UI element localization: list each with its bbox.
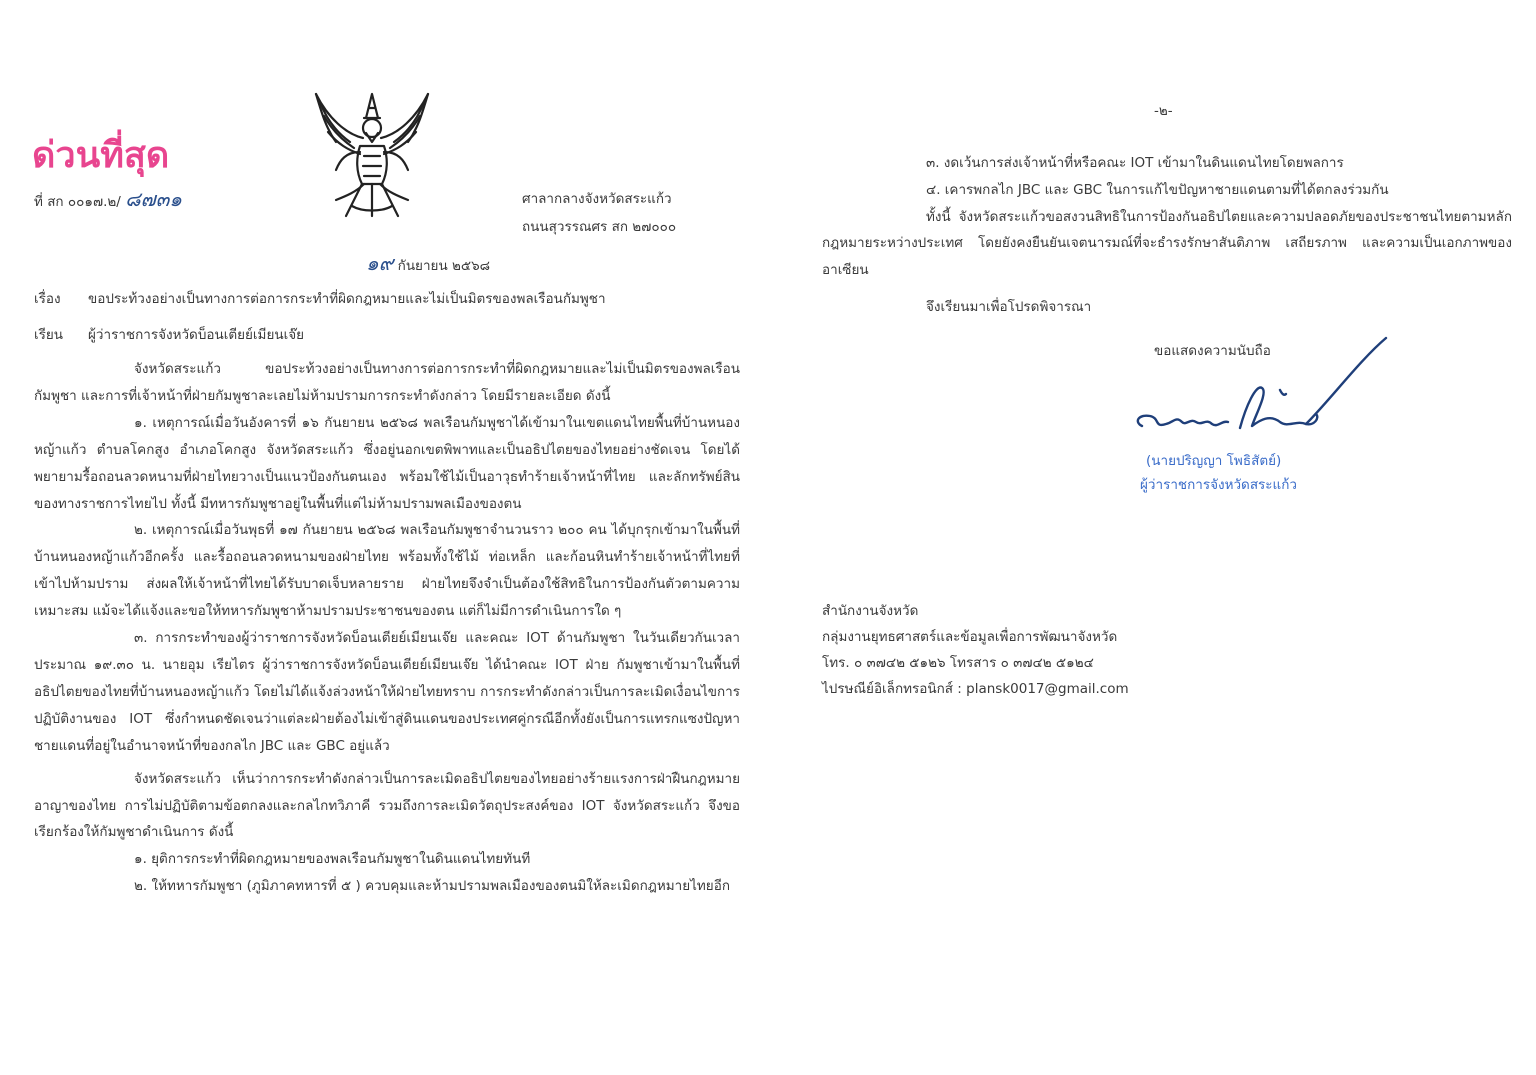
reference-number-line bbox=[34, 186, 182, 216]
body-paragraph: ๑. ยุติการกระทำที่ผิดกฎหมายของพลเรือนกัมพูชาในดินแดนไทยทันที bbox=[134, 851, 531, 868]
salutation-recipient: ผู้ว่าราชการจังหวัดบ็อนเตียย์เมียนเจ๊ย bbox=[88, 327, 305, 343]
closing-phrase: ขอแสดงความนับถือ bbox=[1154, 343, 1271, 359]
footer-group: กลุ่มงานยุทธศาสตร์และข้อมูลเพื่อการพัฒนาจังหวัด bbox=[822, 629, 1118, 645]
footer-phone: โทร. ๐ ๓๗๔๒ ๕๑๒๖ โทรสาร ๐ ๓๗๔๒ ๕๑๒๔ bbox=[822, 655, 1094, 671]
sender-address: ถนนสุวรรณศร สก ๒๗๐๐๐ bbox=[522, 219, 677, 235]
body-paragraph: จังหวัดสระแก้ว เห็นว่าการกระทำดังกล่าวเป็นการละเมิดอธิปไตยของไทยอย่างร้ายแรงการฝ่าฝืนกฎหมายอาญาของไทย การไม่ปฏิบัติตามข้อตกลงและกลไกทวิภาคี รวมถึงการละเมิดวัตถุประสงค์ของ IOT จังหวัดสระแก้ว จึงขอเรียกร้องให้กัมพูชาดำเนินการ ดังนี้ bbox=[34, 770, 740, 841]
body-paragraph: ๑. เหตุการณ์เมื่อวันอังคารที่ ๑๖ กันยายน ๒๕๖๘ พลเรือนกัมพูชาได้เข้ามาในเขตแดนไทยพื้นที่บ้านหนองหญ้าแก้ว ตำบลโคกสูง อำเภอโคกสูง จังหวัดสระแก้ว ซึ่งอยู่นอกเขตพิพาทและเป็นอธิปไตยของไทยอย่างชัดเจน โดยได้พยายามรื้อถอนลวดหนามที่ฝ่ายไทยวางเป็นแนวป้องกันตนเอง พร้อมใช้ไม้เป็นอาวุธทำร้ายเจ้าหน้าที่ไทย และลักทรัพย์สินของทางราชการไทยไป ทั้งนี้ มีทหารกัมพูชาอยู่ในพื้นที่แต่ไม่ห้ามปรามพลเมืองของตน bbox=[34, 414, 740, 512]
salutation-label: เรียน bbox=[34, 327, 64, 343]
page-number: -๒- bbox=[1154, 103, 1173, 119]
letter-date bbox=[366, 250, 490, 280]
body-paragraph: ๓. การกระทำของผู้ว่าราชการจังหวัดบ็อนเตียย์เมียนเจ๊ย และคณะ IOT ด้านกัมพูชา ในวันเดียวกันเวลาประมาณ ๑๙.๓๐ น. นายอุม เรียไตร ผู้ว่าราชการจังหวัดบ็อนเตียย์เมียนเจ๊ย ได้นำคณะ IOT ฝ่าย กัมพูชาเข้ามาในพื้นที่อธิปไตยของไทยที่บ้านหนองหญ้าแก้ว โดยไม่ได้แจ้งล่วงหน้าให้ฝ่ายไทยทราบ การกระทำดังกล่าวเป็นการละเมิดเงื่อนไขการปฏิบัติงานของ IOT ซึ่งกำหนดชัดเจนว่าแต่ละฝ่ายต้องไม่เข้าสู่ดินแดนของประเทศคู่กรณีอีกทั้งยังเป็นการแทรกแซงปัญหาชายแดนที่อยู่ในอำนาจหน้าที่ของกลไก JBC และ GBC อยู่แล้ว bbox=[34, 630, 740, 754]
date-month-year: กันยายน ๒๕๖๘ bbox=[397, 258, 491, 274]
body-paragraph: จึงเรียนมาเพื่อโปรดพิจารณา bbox=[926, 298, 1092, 315]
body-paragraph: จังหวัดสระแก้ว ขอประท้วงอย่างเป็นทางการต่อการกระทำที่ผิดกฎหมายและไม่เป็นมิตรของพลเรือนกัมพูชา และการที่เจ้าหน้าที่ฝ่ายกัมพูชาละเลยไม่ห้ามปรามการกระทำดังกล่าว โดยมีรายละเอียด ดังนี้ bbox=[34, 361, 740, 404]
signer-name: (นายปริญญา โพธิสัตย์) bbox=[1146, 453, 1282, 469]
body-paragraph: ๓. งดเว้นการส่งเจ้าหน้าที่หรือคณะ IOT เข้ามาในดินแดนไทยโดยพลการ bbox=[926, 155, 1344, 171]
body-paragraph: ๒. เหตุการณ์เมื่อวันพุธที่ ๑๗ กันยายน ๒๕๖๘ พลเรือนกัมพูชาจำนวนราว ๒๐๐ คน ได้บุกรุกเข้ามาในพื้นที่บ้านหนองหญ้าแก้วอีกครั้ง และรื้อถอนลวดหนามของฝ่ายไทย พร้อมทั้งใช้ไม้ ท่อเหล็ก และก้อนหินทำร้ายเจ้าหน้าที่ไทยที่เข้าไปห้ามปราม ส่งผลให้เจ้าหน้าที่ไทยได้รับบาดเจ็บหลายราย ฝ่ายไทยจึงจำเป็นต้องใช้สิทธิในการป้องกันตัวตามความเหมาะสม แม้จะได้แจ้งและขอให้ทหารกัมพูชาห้ามปรามประชาชนของตน แต่ก็ไม่มีการดำเนินการใด ๆ bbox=[34, 522, 740, 620]
page1-body bbox=[34, 356, 740, 900]
signer-title: ผู้ว่าราชการจังหวัดสระแก้ว bbox=[1140, 477, 1298, 493]
subject-text: ขอประท้วงอย่างเป็นทางการต่อการกระทำที่ผิดกฎหมายและไม่เป็นมิตรของพลเรือนกัมพูชา bbox=[88, 291, 606, 307]
handwritten-signature bbox=[1130, 330, 1390, 440]
body-paragraph: ๔. เคารพกลไก JBC และ GBC ในการแก้ไขปัญหาชายแดนตามที่ได้ตกลงร่วมกัน bbox=[926, 181, 1389, 198]
footer-office: สำนักงานจังหวัด bbox=[822, 603, 919, 619]
urgency-stamp: ด่วนที่สุด bbox=[32, 135, 170, 176]
page2-body bbox=[822, 150, 1512, 321]
sender-office: ศาลากลางจังหวัดสระแก้ว bbox=[522, 191, 672, 207]
body-paragraph: ๒. ให้ทหารกัมพูชา (ภูมิภาคทหารที่ ๕ ) ควบคุมและห้ามปรามพลเมืองของตนมิให้ละเมิดกฎหมายไทยอีก bbox=[134, 878, 730, 895]
footer-email: ไปรษณีย์อิเล็กทรอนิกส์ : plansk0017@gmail.com bbox=[822, 681, 1129, 697]
garuda-emblem-icon bbox=[306, 88, 438, 222]
body-paragraph: ทั้งนี้ จังหวัดสระแก้วขอสงวนสิทธิในการป้องกันอธิปไตยและความปลอดภัยของประชาชนไทยตามหลักกฎหมายระหว่างประเทศ โดยยังคงยืนยันเจตนารมณ์ที่จะธำรงรักษาสันติภาพ เสถียรภาพ และความเป็นเอกภาพของอาเซียน bbox=[822, 208, 1512, 279]
date-day-handwritten: ๑๙ bbox=[366, 251, 394, 275]
subject-label: เรื่อง bbox=[34, 291, 61, 307]
reference-handwritten-number: ๘๗๓๑ bbox=[125, 187, 182, 211]
reference-prefix: ที่ สก ๐๐๑๗.๒/ bbox=[34, 194, 121, 210]
